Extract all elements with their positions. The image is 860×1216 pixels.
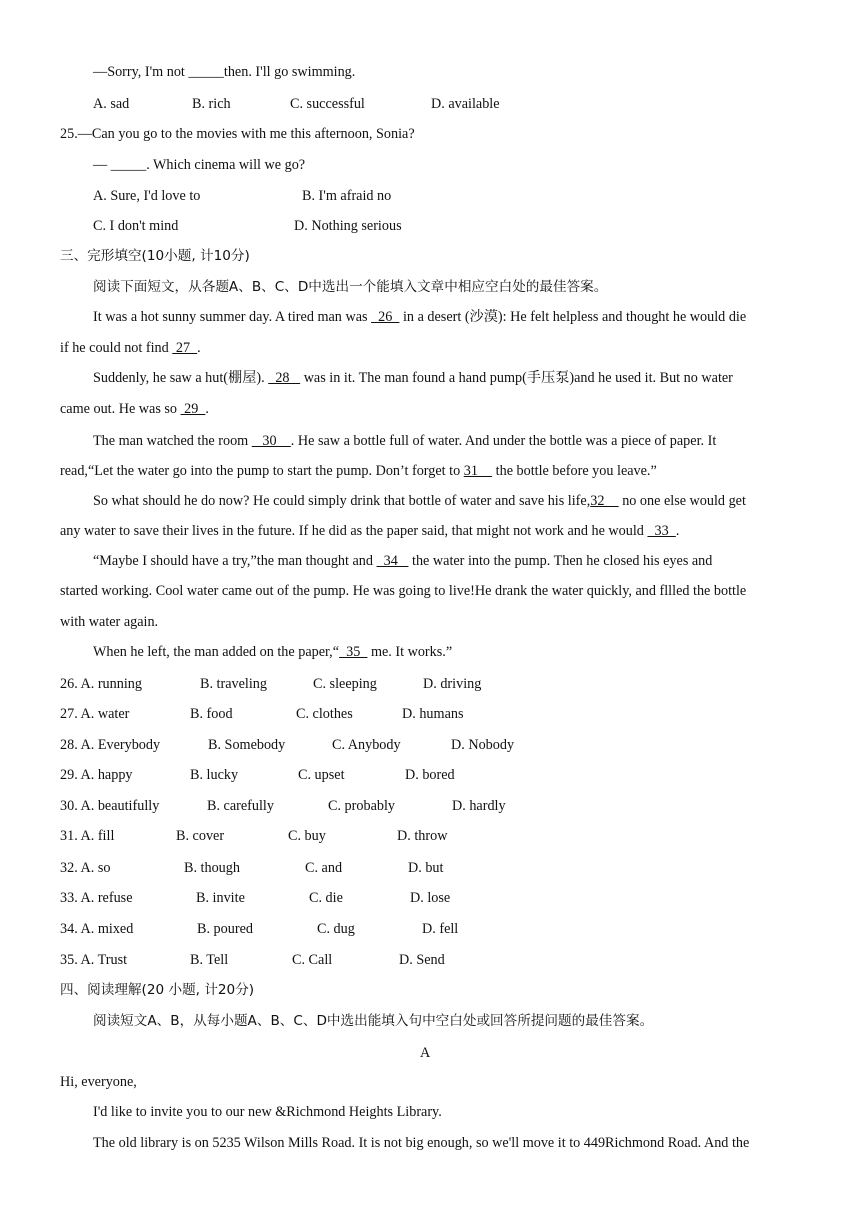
q31-b: B. cover (176, 828, 225, 844)
q29-b: B. lucky (190, 767, 239, 783)
q30-a: 30. A. beautifully (60, 798, 160, 814)
passage-text: the water into the pump. Then he closed his eyes and (412, 553, 713, 569)
q34-c: C. dug (317, 921, 355, 937)
q35-d: D. Send (399, 952, 445, 968)
passage-text: . (197, 340, 201, 356)
q30-c: C. probably (328, 798, 395, 814)
blank-28: 28 (268, 370, 301, 386)
passage-text: me. It works.” (370, 644, 453, 660)
q25-stem: 25.—Can you go to the movies with me this afternoon, Sonia? (60, 126, 415, 142)
passage-line (93, 308, 746, 326)
blank-32: 32 (590, 493, 619, 509)
passage-heading: A (420, 1045, 431, 1061)
q35-c: C. Call (292, 952, 333, 968)
blank-29: 29 (180, 401, 206, 417)
passage-text: any water to save their lives in the future. If he did as the paper said, that might not work and he would (60, 523, 644, 539)
passage-text: The man watched the room (93, 433, 249, 449)
passage-text: the bottle before you leave.” (495, 463, 657, 479)
q24-option-a: A. sad (93, 96, 130, 112)
passage-line: started working. Cool water came out of the pump. He was going to live!He drank the water quickly, and fllled the bottle (60, 583, 747, 599)
q27-c: C. clothes (296, 706, 353, 722)
passage-line (60, 339, 201, 357)
q34-a: 34. A. mixed (60, 921, 134, 937)
section3-title: 三、完形填空(10小题, 计10分) (60, 248, 250, 264)
q33-d: D. lose (410, 890, 451, 906)
q29-c: C. upset (298, 767, 345, 783)
q30-b: B. carefully (207, 798, 274, 814)
passage-text: . He saw a bottle full of water. And under the bottle was a piece of paper. It (290, 433, 717, 449)
passage-text: read,“Let the water go into the pump to start the pump. Don’t forget to (60, 463, 461, 479)
q29-a: 29. A. happy (60, 767, 133, 783)
q24-option-d: D. available (431, 96, 500, 112)
q26-a: 26. A. running (60, 676, 142, 692)
passage-text: It was a hot sunny summer day. A tired man was (93, 309, 368, 325)
q27-d: D. humans (402, 706, 464, 722)
q25-option-d: D. Nothing serious (294, 218, 402, 234)
blank-26: 26 (371, 309, 400, 325)
q33-a: 33. A. refuse (60, 890, 133, 906)
q26-b: B. traveling (200, 676, 267, 692)
q28-b: B. Somebody (208, 737, 286, 753)
blank-27: 27 (172, 340, 198, 356)
letter-greeting: Hi, everyone, (60, 1074, 137, 1090)
passage-line (93, 369, 733, 387)
q28-d: D. Nobody (451, 737, 515, 753)
passage-line (60, 400, 209, 418)
passage-text: Suddenly, he saw a hut(棚屋). (93, 370, 265, 386)
blank-31: 31 (463, 463, 493, 479)
q34-b: B. poured (197, 921, 253, 937)
q27-a: 27. A. water (60, 706, 130, 722)
q25-reply: — _____. Which cinema will we go? (93, 157, 306, 173)
passage-text: if he could not find (60, 340, 169, 356)
q26-d: D. driving (423, 676, 482, 692)
q27-b: B. food (190, 706, 233, 722)
blank-33: 33 (647, 523, 676, 539)
q24-option-b: B. rich (192, 96, 231, 112)
q25-option-b: B. I'm afraid no (302, 188, 392, 204)
passage-line (60, 522, 679, 540)
q28-c: C. Anybody (332, 737, 401, 753)
q25-option-a: A. Sure, I'd love to (93, 188, 201, 204)
q32-b: B. though (184, 860, 240, 876)
passage-line (60, 462, 657, 480)
q31-a: 31. A. fill (60, 828, 115, 844)
q33-b: B. invite (196, 890, 245, 906)
passage-text: So what should he do now? He could simply drink that bottle of water and save his life, (93, 493, 591, 509)
q31-c: C. buy (288, 828, 326, 844)
q35-b: B. Tell (190, 952, 229, 968)
passage-text: . (205, 401, 209, 417)
q29-d: D. bored (405, 767, 455, 783)
q34-d: D. fell (422, 921, 459, 937)
passage-text: . (675, 523, 680, 539)
letter-line: The old library is on 5235 Wilson Mills Road. It is not big enough, so we'll move it to 449Richmond Road. And the (93, 1135, 750, 1151)
q32-c: C. and (305, 860, 343, 876)
passage-text: When he left, the man added on the paper,“ (93, 644, 340, 660)
passage-line (93, 552, 712, 570)
section4-instruction: 阅读短文A、B，从每小题A、B、C、D中选出能填入句中空白处或回答所提问题的最佳答案。 (93, 1013, 654, 1029)
blank-30: 30 (251, 433, 291, 449)
q30-d: D. hardly (452, 798, 506, 814)
passage-text: “Maybe I should have a try,”the man thought and (93, 553, 373, 569)
q32-d: D. but (408, 860, 444, 876)
q24-reply: —Sorry, I'm not _____then. I'll go swimming. (93, 64, 356, 80)
blank-35: 35 (339, 644, 368, 660)
q26-c: C. sleeping (313, 676, 377, 692)
passage-text: in a desert (沙漠): He felt helpless and thought he would die (402, 309, 747, 325)
q25-option-c: C. I don't mind (93, 218, 179, 234)
section4-title: 四、阅读理解(20 小题, 计20分) (60, 982, 255, 998)
passage-line (93, 432, 716, 450)
q24-option-c: C. successful (290, 96, 365, 112)
section3-instruction: 阅读下面短文，从各题A、B、C、D中选出一个能填入文章中相应空白处的最佳答案。 (93, 279, 608, 295)
passage-text: was in it. The man found a hand pump(手压泵)and he used it. But no water (303, 370, 733, 386)
q35-a: 35. A. Trust (60, 952, 128, 968)
blank-34: 34 (376, 553, 409, 569)
q28-a: 28. A. Everybody (60, 737, 161, 753)
passage-text: no one else would get (622, 493, 746, 509)
passage-line (93, 492, 746, 510)
q32-a: 32. A. so (60, 860, 111, 876)
letter-line: I'd like to invite you to our new &Richmond Heights Library. (93, 1104, 442, 1120)
passage-line (93, 643, 452, 661)
passage-text: came out. He was so (60, 401, 178, 417)
passage-line: with water again. (60, 614, 159, 630)
q31-d: D. throw (397, 828, 448, 844)
q33-c: C. die (309, 890, 343, 906)
